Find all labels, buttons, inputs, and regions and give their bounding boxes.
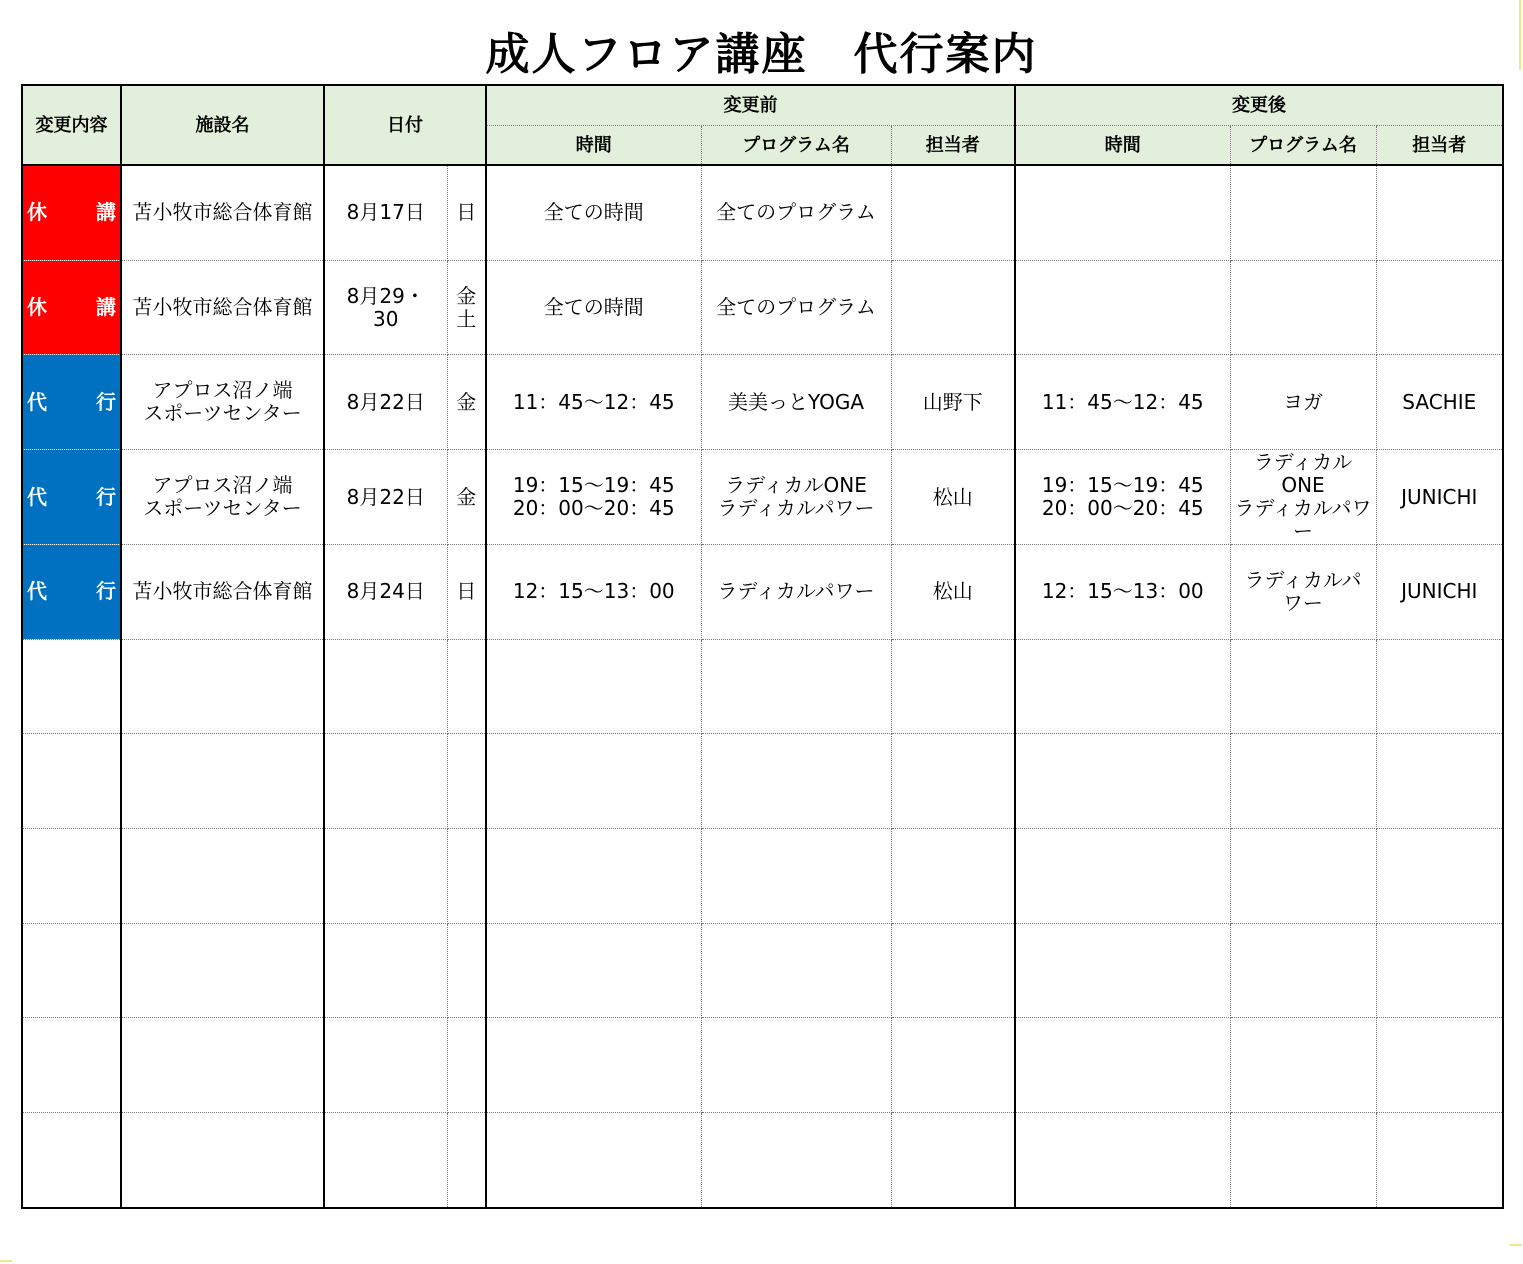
before-program [701, 260, 891, 355]
after-time-line: 12：15～13：00 [1041, 579, 1204, 604]
before-time-line: 12：15～13：00 [512, 579, 675, 604]
after-program-line: ヨガ [1283, 389, 1324, 414]
change-type [22, 1113, 121, 1208]
header-before-program: プログラム名 [701, 126, 891, 166]
facility-name [121, 544, 324, 639]
facility-name-line: アプロス沼ノ端 [152, 473, 293, 498]
after-program [1230, 450, 1376, 545]
before-program [701, 829, 891, 924]
day-of-week-line: 日 [456, 579, 477, 604]
header-after-instructor: 担当者 [1376, 126, 1503, 166]
facility-name-line: 苫小牧市総合体育館 [132, 295, 313, 320]
facility-name [121, 639, 324, 734]
after-time [1015, 734, 1230, 829]
date-line: 30 [373, 306, 399, 331]
before-time [486, 1018, 701, 1113]
facility-name [121, 923, 324, 1018]
before-instructor [891, 829, 1015, 924]
after-program [1230, 923, 1376, 1018]
after-time [1015, 260, 1230, 355]
date [324, 1113, 447, 1208]
after-instructor [1376, 1113, 1503, 1208]
after-instructor [1376, 1018, 1503, 1113]
before-instructor-line: 松山 [932, 579, 973, 604]
before-time [486, 450, 701, 545]
after-instructor-line: SACHIE [1402, 389, 1477, 414]
facility-name-line: スポーツセンター [143, 401, 302, 426]
before-program-line: ラディカルパワー [717, 496, 875, 521]
day-of-week-line: 金土 [456, 283, 477, 331]
change-type [22, 544, 121, 639]
date-line: 8月22日 [346, 484, 425, 509]
facility-name-line: 苫小牧市総合体育館 [132, 200, 313, 225]
table-row [22, 829, 1503, 924]
after-instructor [1376, 544, 1503, 639]
before-instructor [891, 923, 1015, 1018]
day-of-week [447, 355, 486, 450]
after-time [1015, 544, 1230, 639]
before-time-line: 19：15～19：45 [512, 473, 675, 498]
table-row [22, 260, 1503, 355]
after-program [1230, 829, 1376, 924]
before-program-line: 全てのプログラム [716, 295, 876, 320]
before-program [701, 1113, 891, 1208]
change-type [22, 734, 121, 829]
before-time [486, 355, 701, 450]
change-type [22, 1018, 121, 1113]
after-program [1230, 1113, 1376, 1208]
before-instructor [891, 544, 1015, 639]
before-program-line: ラディカルONE [725, 473, 867, 498]
facility-name [121, 829, 324, 924]
after-instructor [1376, 734, 1503, 829]
change-type-line: 休 講 [27, 200, 116, 225]
date [324, 260, 447, 355]
date [324, 639, 447, 734]
after-time [1015, 355, 1230, 450]
before-time-line: 20：00～20：45 [512, 496, 675, 521]
header-after-program: プログラム名 [1230, 126, 1376, 166]
after-instructor [1376, 260, 1503, 355]
header-before-time: 時間 [486, 126, 701, 166]
corner-mark-bottom-left [0, 1260, 12, 1262]
facility-name [121, 734, 324, 829]
after-time [1015, 829, 1230, 924]
after-time-line: 20：00～20：45 [1041, 496, 1204, 521]
header-before-instructor: 担当者 [891, 126, 1015, 166]
after-program [1230, 1018, 1376, 1113]
change-type [22, 165, 121, 260]
before-instructor [891, 734, 1015, 829]
change-type-line: 代 行 [27, 484, 116, 509]
before-instructor-line: 山野下 [922, 389, 983, 414]
date [324, 544, 447, 639]
after-time [1015, 1018, 1230, 1113]
header-type: 変更内容 [22, 85, 121, 165]
table-body [22, 165, 1503, 1208]
before-program [701, 923, 891, 1018]
table-row [22, 1018, 1503, 1113]
header-after: 変更後 [1015, 85, 1503, 126]
schedule-table [21, 84, 1504, 1209]
change-type-line: 休 講 [27, 295, 116, 320]
after-time [1015, 450, 1230, 545]
before-program [701, 734, 891, 829]
after-program-line: ラディカルONE [1253, 450, 1353, 498]
day-of-week [447, 260, 486, 355]
after-program [1230, 355, 1376, 450]
day-of-week [447, 734, 486, 829]
before-program [701, 1018, 891, 1113]
before-program [701, 165, 891, 260]
before-instructor [891, 1113, 1015, 1208]
before-instructor [891, 260, 1015, 355]
facility-name [121, 450, 324, 545]
after-time [1015, 165, 1230, 260]
table-row [22, 1113, 1503, 1208]
day-of-week [447, 165, 486, 260]
date [324, 355, 447, 450]
facility-name [121, 165, 324, 260]
header-facility: 施設名 [121, 85, 324, 165]
before-instructor [891, 639, 1015, 734]
day-of-week [447, 1018, 486, 1113]
after-program [1230, 260, 1376, 355]
change-type [22, 829, 121, 924]
facility-name-line: スポーツセンター [143, 496, 302, 521]
day-of-week-line: 金 [456, 484, 477, 509]
date [324, 165, 447, 260]
before-program [701, 544, 891, 639]
after-program-line: ワー [1283, 590, 1324, 615]
before-time [486, 1113, 701, 1208]
before-time [486, 260, 701, 355]
table-row [22, 544, 1503, 639]
change-type-line: 代 行 [27, 579, 116, 604]
before-time [486, 923, 701, 1018]
change-type-line: 代 行 [27, 389, 116, 414]
table-row [22, 165, 1503, 260]
before-time [486, 165, 701, 260]
after-program [1230, 639, 1376, 734]
date-line: 8月24日 [346, 579, 425, 604]
day-of-week [447, 829, 486, 924]
day-of-week-line: 金 [456, 389, 477, 414]
date-line: 8月17日 [346, 200, 425, 225]
before-program-line: ラディカルパワー [717, 579, 875, 604]
after-time-line: 19：15～19：45 [1041, 473, 1204, 498]
before-instructor-line: 松山 [932, 484, 973, 509]
before-time [486, 544, 701, 639]
date [324, 450, 447, 545]
day-of-week [447, 544, 486, 639]
after-time [1015, 923, 1230, 1018]
date [324, 1018, 447, 1113]
day-of-week [447, 923, 486, 1018]
before-time [486, 639, 701, 734]
before-program-line: 全てのプログラム [716, 200, 876, 225]
date-line: 8月29・ [346, 283, 425, 308]
before-time-line: 全ての時間 [543, 200, 644, 225]
date-line: 8月22日 [346, 389, 425, 414]
before-instructor [891, 450, 1015, 545]
day-of-week-line: 日 [456, 200, 477, 225]
before-instructor [891, 1018, 1015, 1113]
after-instructor [1376, 829, 1503, 924]
day-of-week [447, 450, 486, 545]
change-type [22, 355, 121, 450]
date [324, 923, 447, 1018]
change-type [22, 923, 121, 1018]
after-instructor [1376, 639, 1503, 734]
header-after-time: 時間 [1015, 126, 1230, 166]
date [324, 734, 447, 829]
after-instructor [1376, 355, 1503, 450]
header-before: 変更前 [486, 85, 1015, 126]
before-time [486, 734, 701, 829]
after-instructor [1376, 923, 1503, 1018]
page-title: 成人フロア講座 代行案内 [485, 29, 1038, 80]
header-date: 日付 [324, 85, 486, 165]
before-program [701, 355, 891, 450]
before-program [701, 639, 891, 734]
after-time-line: 11：45～12：45 [1041, 389, 1204, 414]
before-time-line: 全ての時間 [543, 295, 644, 320]
before-instructor [891, 355, 1015, 450]
before-program [701, 450, 891, 545]
change-type [22, 450, 121, 545]
after-instructor-line: JUNICHI [1401, 579, 1478, 604]
date [324, 829, 447, 924]
after-program [1230, 734, 1376, 829]
after-program [1230, 544, 1376, 639]
facility-name-line: アプロス沼ノ端 [152, 378, 293, 403]
table-row [22, 734, 1503, 829]
after-time [1015, 639, 1230, 734]
before-time-line: 11：45～12：45 [512, 389, 675, 414]
day-of-week [447, 1113, 486, 1208]
after-instructor-line: JUNICHI [1401, 484, 1478, 509]
corner-mark-bottom-right [1510, 1244, 1522, 1246]
table-row [22, 355, 1503, 450]
after-time [1015, 1113, 1230, 1208]
after-instructor [1376, 450, 1503, 545]
before-instructor [891, 165, 1015, 260]
table-row [22, 639, 1503, 734]
table-row [22, 450, 1503, 545]
facility-name [121, 1113, 324, 1208]
before-program-line: 美美っとYOGA [727, 389, 865, 414]
after-program-line: ラディカルパワー [1234, 496, 1372, 544]
change-type [22, 639, 121, 734]
day-of-week [447, 639, 486, 734]
facility-name-line: 苫小牧市総合体育館 [132, 579, 313, 604]
facility-name [121, 1018, 324, 1113]
after-program [1230, 165, 1376, 260]
after-instructor [1376, 165, 1503, 260]
facility-name [121, 355, 324, 450]
before-time [486, 829, 701, 924]
change-type [22, 260, 121, 355]
facility-name [121, 260, 324, 355]
after-program-line: ラディカルパ [1244, 567, 1362, 592]
table-row [22, 923, 1503, 1018]
